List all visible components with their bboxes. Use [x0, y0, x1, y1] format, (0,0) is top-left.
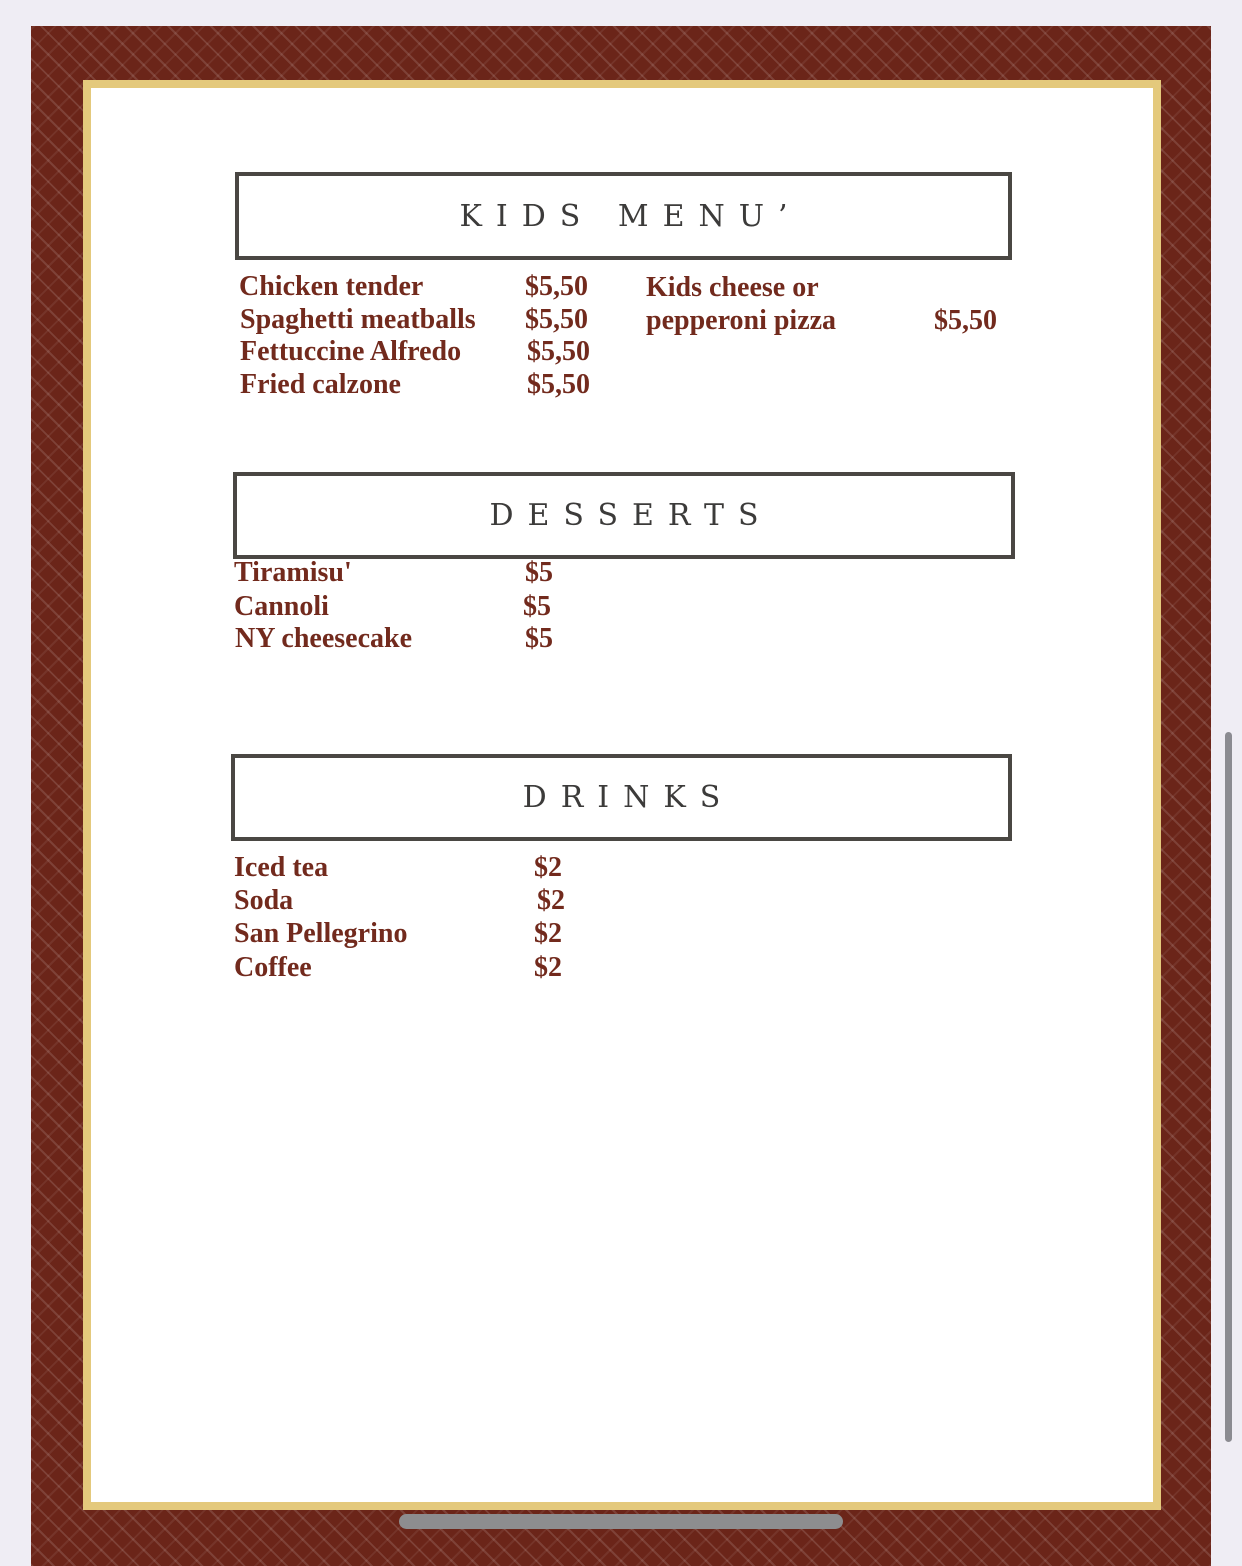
kids-pizza-line1: Kids cheese or [646, 272, 819, 303]
drinks-header-box [231, 754, 1012, 841]
drink-item-name: San Pellegrino [234, 918, 408, 949]
kids-pizza-line2: pepperoni pizza [646, 305, 837, 336]
kids-item-name: Fried calzone [240, 369, 401, 400]
dessert-item-price: $5 [525, 557, 553, 588]
drink-item-price: $2 [537, 885, 565, 916]
drink-item-price: $2 [534, 852, 562, 883]
drink-item-price: $2 [534, 918, 562, 949]
drink-item-name: Soda [234, 885, 294, 916]
desserts-header-box [233, 472, 1015, 559]
kids-item-price: $5,50 [527, 336, 590, 367]
kids-item-name: Spaghetti meatballs [240, 304, 476, 335]
kids-item-price: $5,50 [525, 304, 588, 335]
dessert-item-price: $5 [525, 623, 553, 654]
horizontal-scrollbar[interactable] [399, 1514, 843, 1529]
drink-item-price: $2 [534, 952, 562, 983]
drink-item-name: Iced tea [234, 852, 329, 883]
dessert-item-name: Tiramisu' [234, 557, 352, 588]
vertical-scrollbar[interactable] [1225, 732, 1232, 1442]
drinks-title: DRINKS [522, 780, 735, 815]
kids-menu-header-box [235, 172, 1012, 260]
kids-item-price: $5,50 [527, 369, 590, 400]
desserts-title: DESSERTS [489, 498, 773, 533]
kids-item-price: $5,50 [525, 271, 588, 302]
dessert-item-price: $5 [523, 591, 551, 622]
drink-item-name: Coffee [234, 952, 312, 983]
kids-pizza-price: $5,50 [934, 305, 997, 336]
kids-menu-title: KIDS MENU’ [459, 198, 802, 234]
dessert-item-name: Cannoli [234, 591, 329, 622]
kids-item-name: Fettuccine Alfredo [240, 336, 462, 367]
dessert-item-name: NY cheesecake [235, 623, 413, 654]
kids-item-name: Chicken tender [239, 271, 424, 302]
